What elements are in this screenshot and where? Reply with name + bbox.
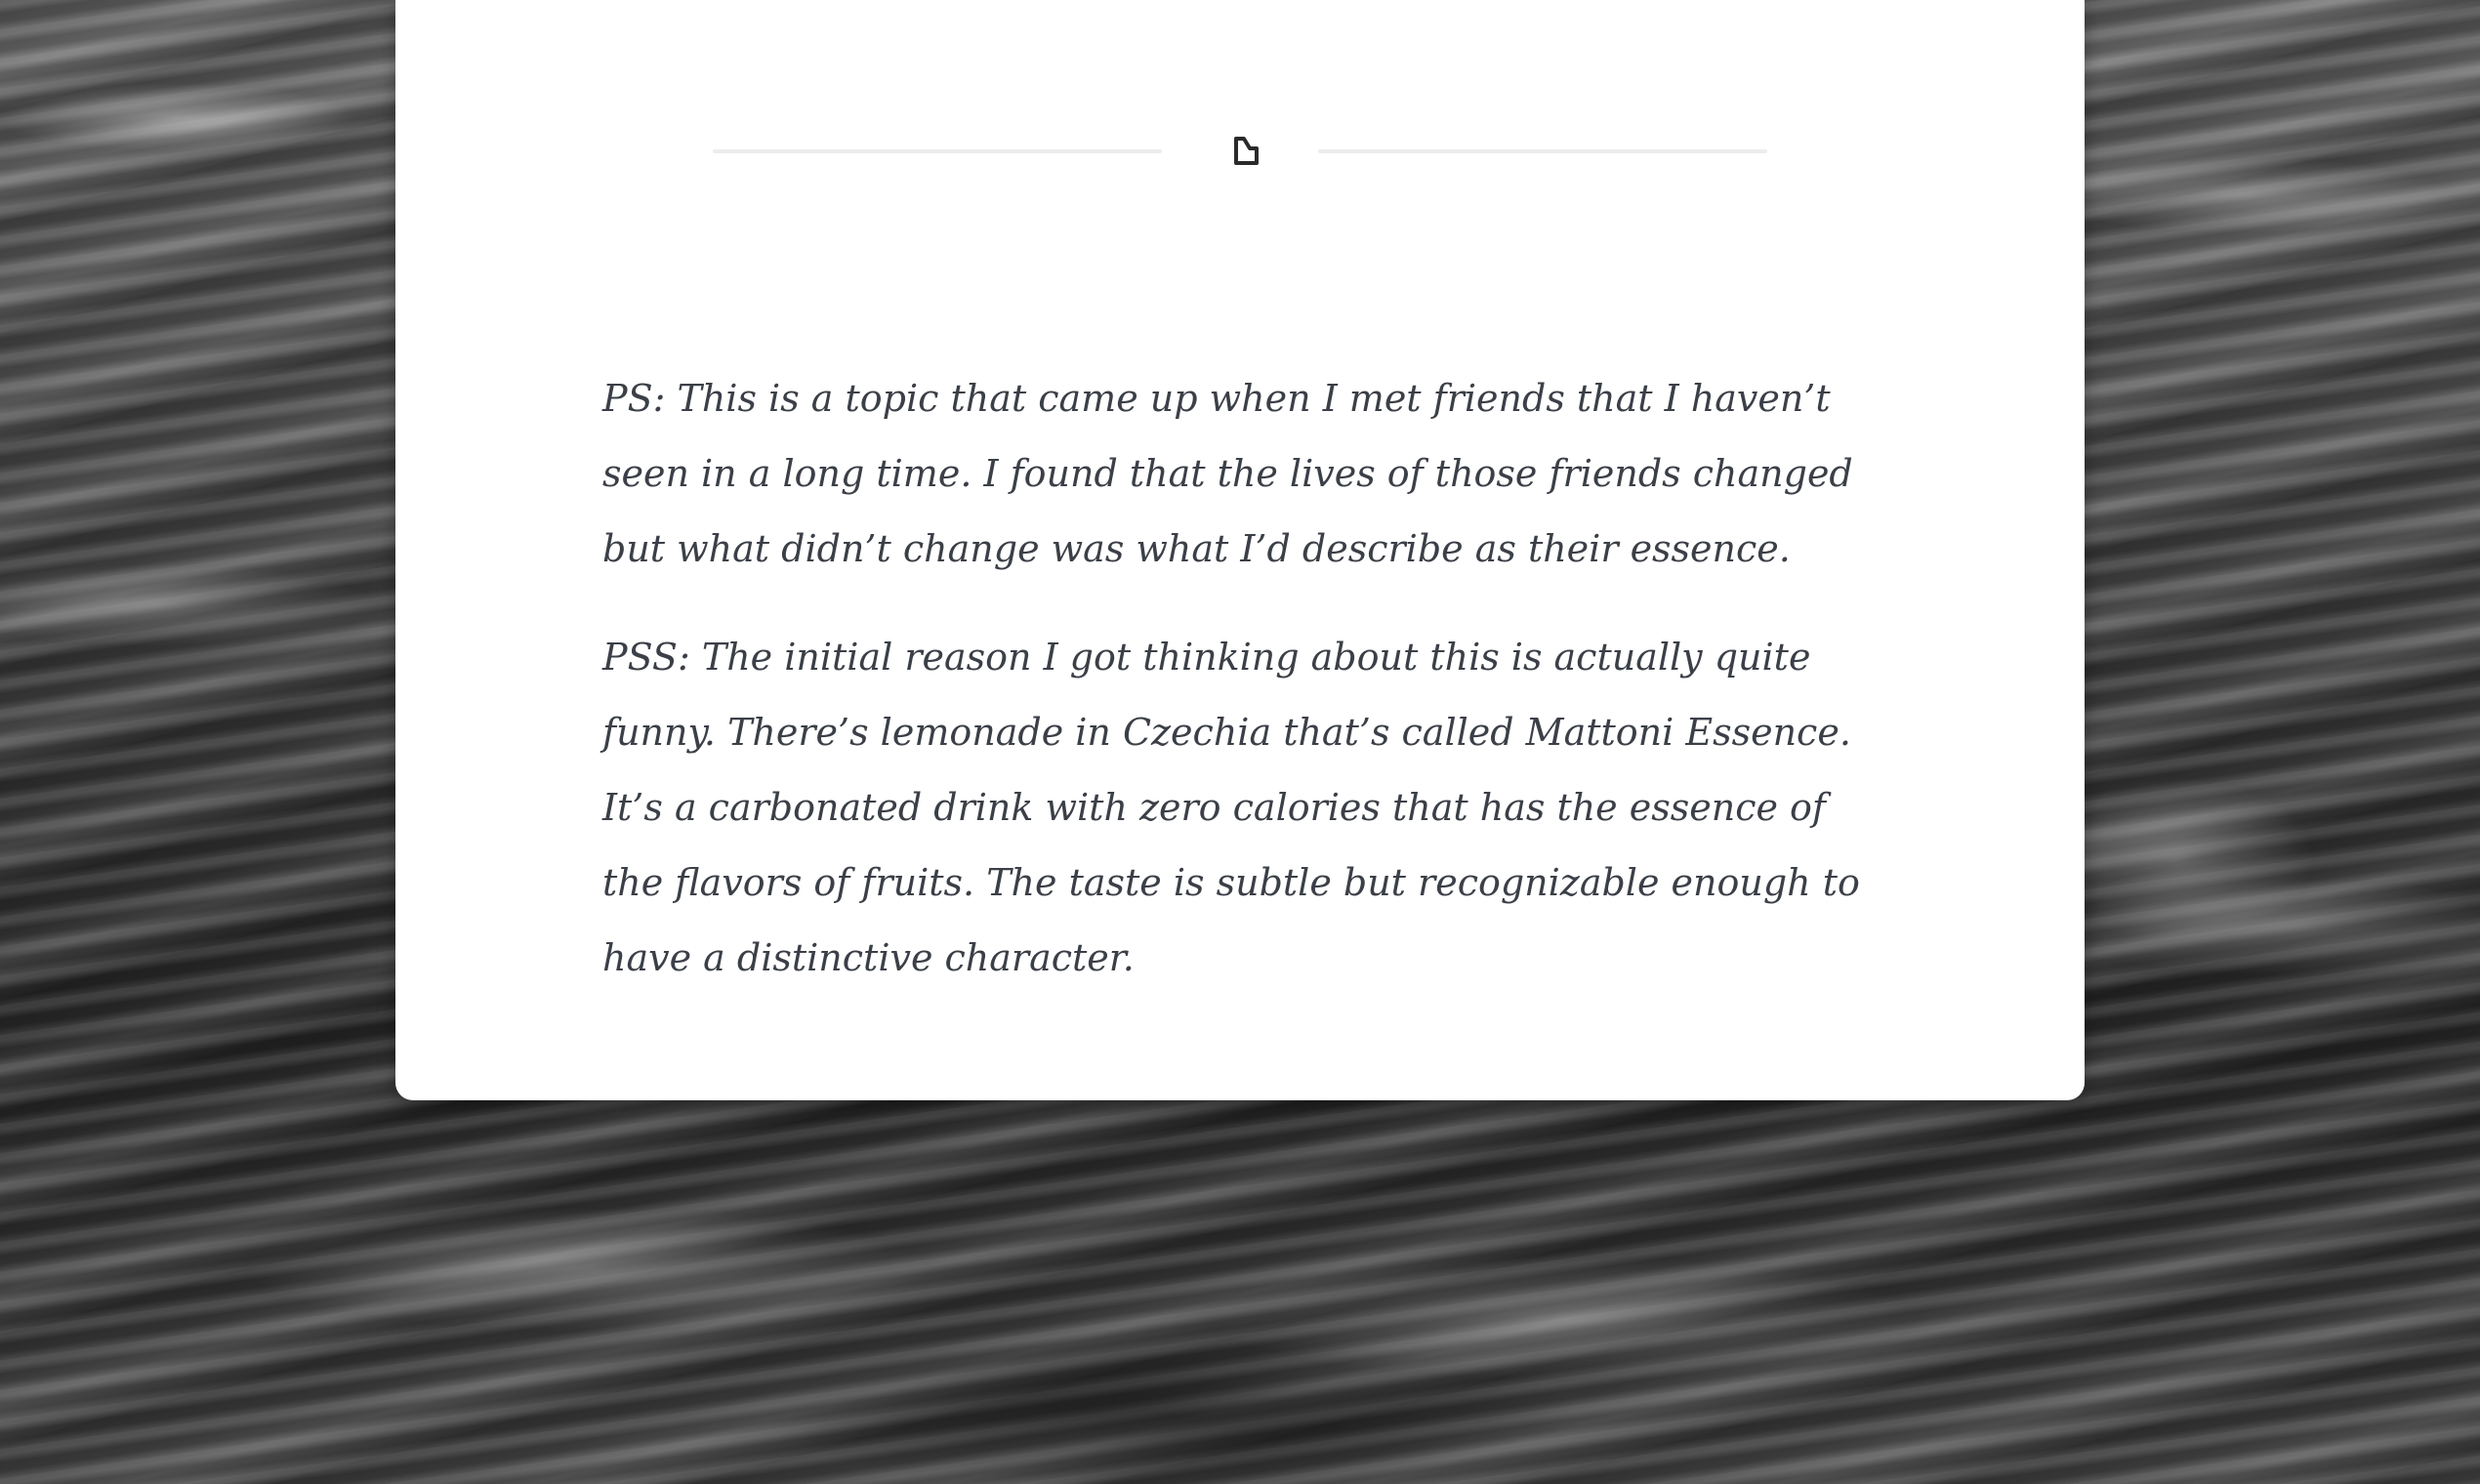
- pss-paragraph: PSS: The initial reason I got thinking about this is actually quite funny. There’s lemonade in Czechia that’s called Mattoni Essence. It’s a carbonated drink with zero calories that has the essence of the flavors of fruits. The taste is subtle but recognizable enough to have a distinctive character.: [602, 636, 1860, 979]
- divider-line-left: [713, 149, 1162, 153]
- section-divider: [713, 127, 1767, 176]
- bookmark-mark-icon: [1220, 127, 1269, 176]
- article-card: [395, 0, 2085, 1100]
- divider-line-right: [1318, 149, 1767, 153]
- ps-paragraph: PS: This is a topic that came up when I met friends that I haven’t seen in a long time. I found that the lives of those friends changed but what didn’t change was what I’d describe as their essence.: [602, 377, 1853, 570]
- postscript-section: [602, 361, 1891, 1029]
